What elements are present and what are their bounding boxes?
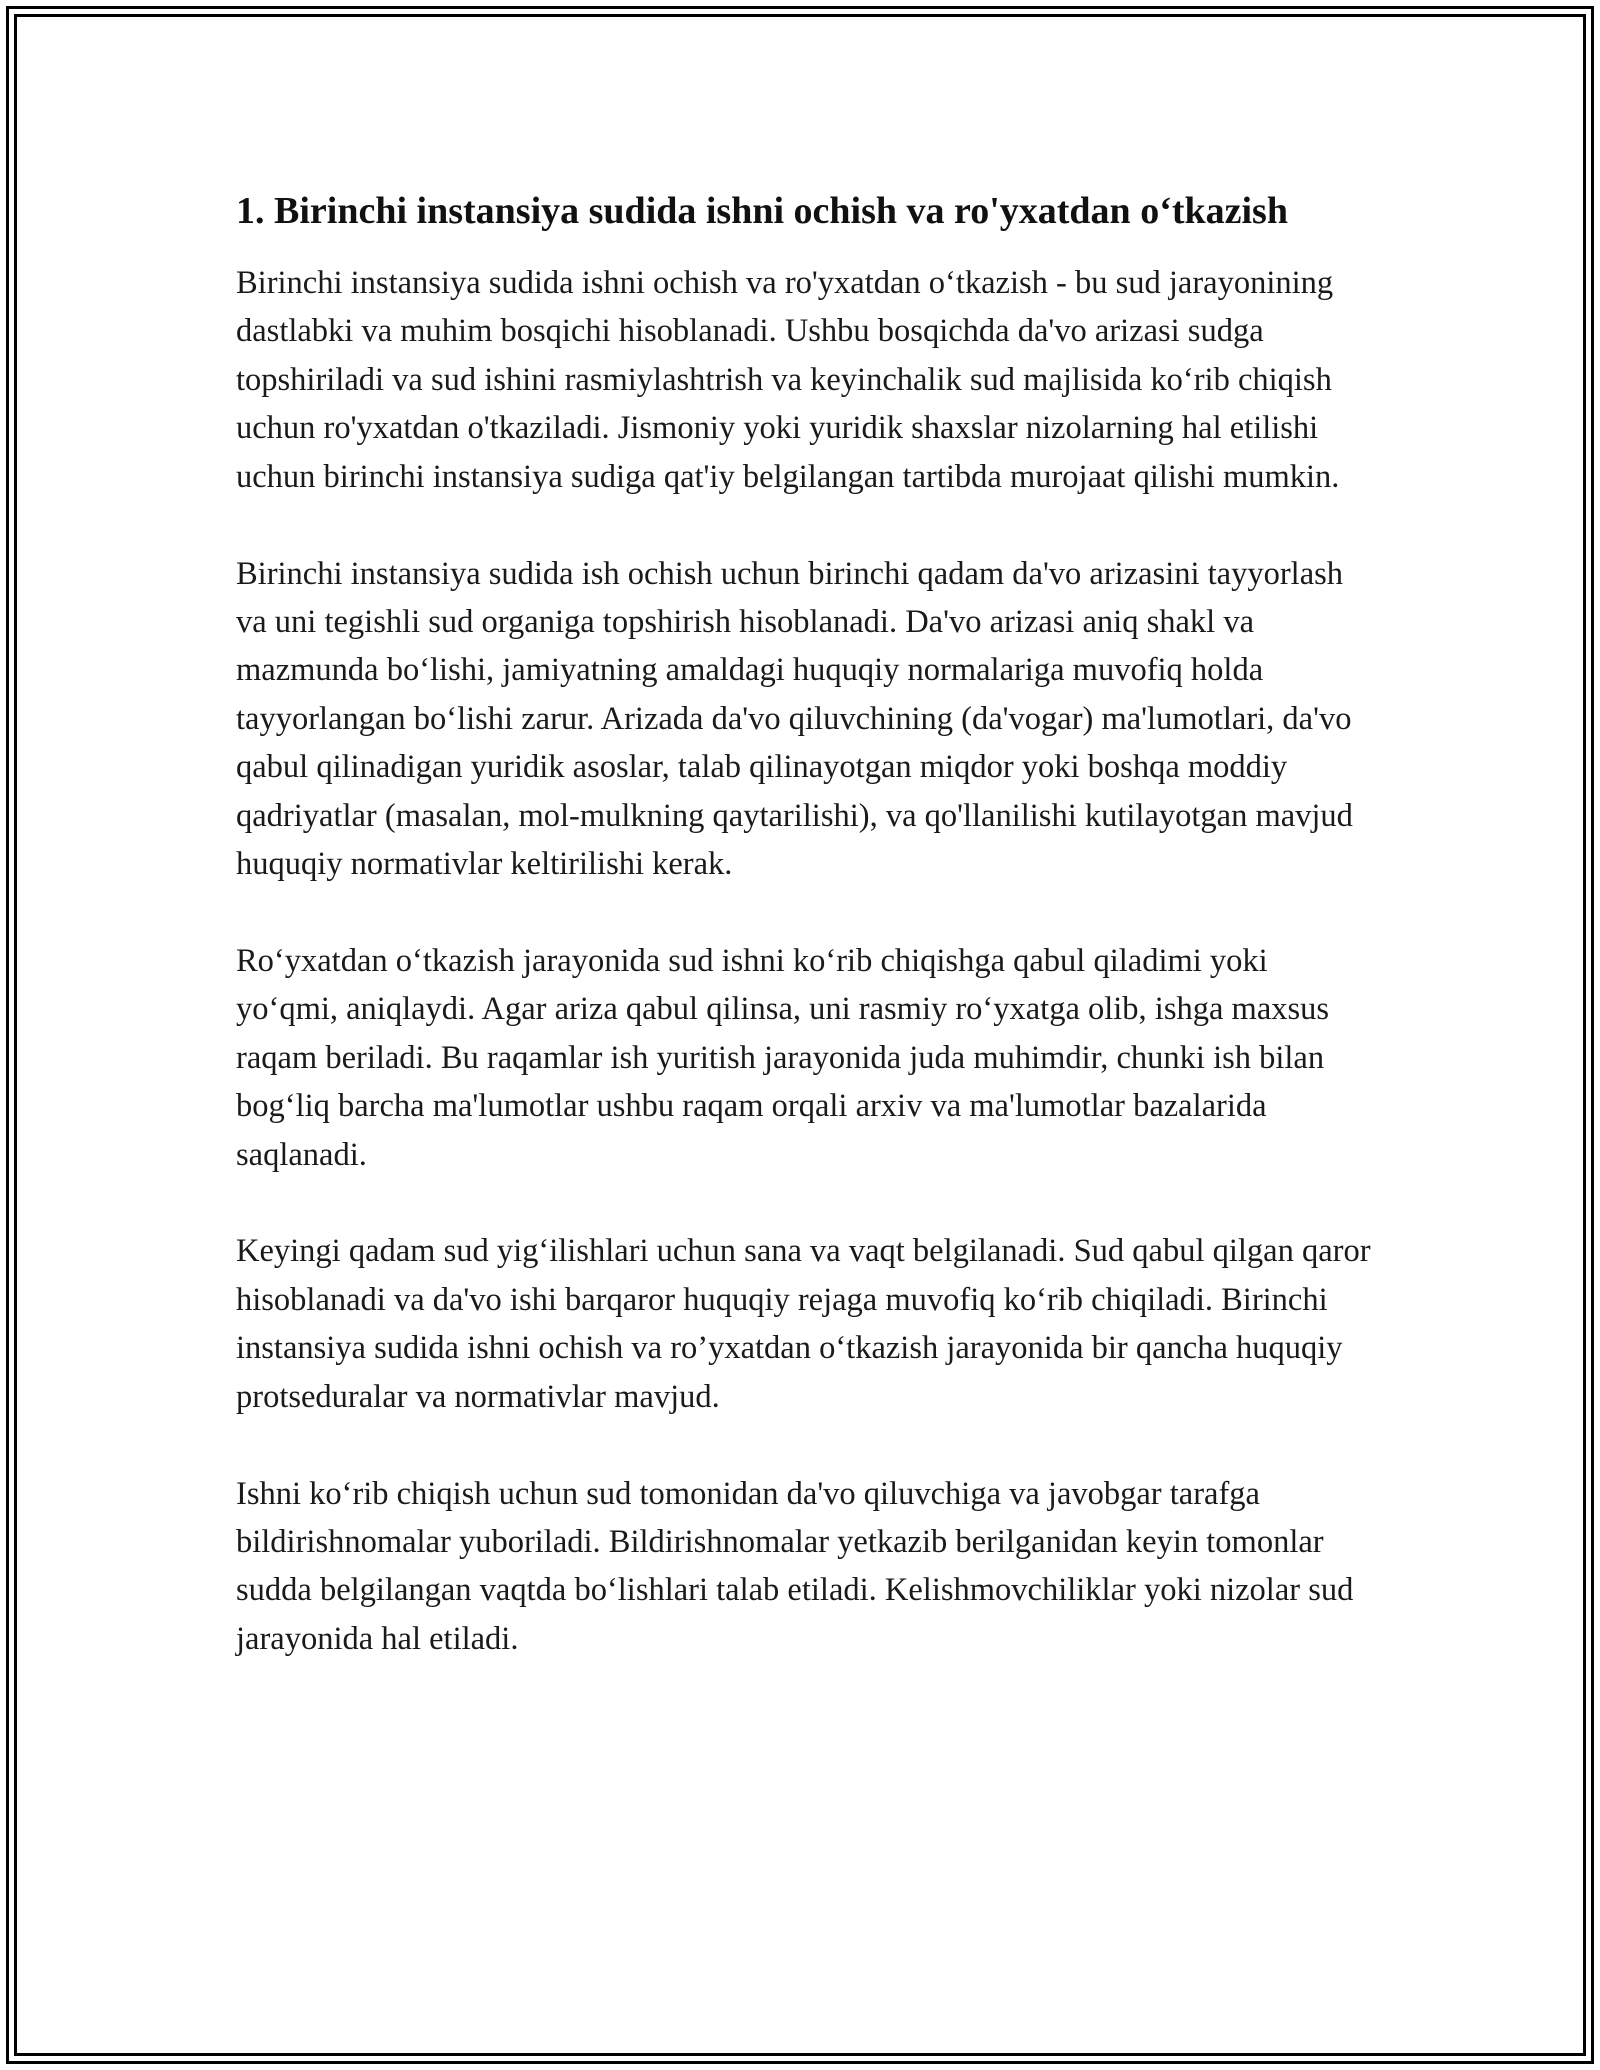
document-body xyxy=(236,184,1376,1712)
paragraph-4: Keyingi qadam sud yig‘ilishlari uchun sana va vaqt belgilanadi. Sud qabul qilgan qaror hisoblanadi va da'vo ishi barqaror huquqiy rejaga muvofiq ko‘rib chiqiladi. Birinchi instansiya sudida ishni ochish va ro’yxatdan o‘tkazish jarayonida bir qancha huquqiy protseduralar va normativlar mavjud. xyxy=(236,1233,1371,1415)
paragraph-5: Ishni ko‘rib chiqish uchun sud tomonidan da'vo qiluvchiga va javobgar tarafga bildirishnomalar yuboriladi. Bildirishnomalar yetkazib berilganidan keyin tomonlar sudda belgilangan vaqtda bo‘lishlari talab etiladi. Kelishmovchiliklar yoki nizolar sud jarayonida hal etiladi. xyxy=(236,1475,1354,1657)
paragraph-2: Birinchi instansiya sudida ish ochish uchun birinchi qadam da'vo arizasini tayyorlash va uni tegishli sud organiga topshirish hisoblanadi. Da'vo arizasi aniq shakl va mazmunda bo‘lishi, jamiyatning amaldagi huquqiy normalariga muvofiq holda tayyorlangan bo‘lishi zarur. Arizada da'vo qiluvchining (da'vogar) ma'lumotlari, da'vo qabul qilinadigan yuridik asoslar, talab qilinayotgan miqdor yoki boshqa moddiy qadriyatlar (masalan, mol-mulkning qaytarilishi), va qo'llanilishi kutilayotgan mavjud huquqiy normativlar keltirilishi kerak. xyxy=(236,555,1353,882)
paragraph-1: Birinchi instansiya sudida ishni ochish va ro'yxatdan o‘tkazish - bu sud jarayonining dastlabki va muhim bosqichi hisoblanadi. Ushbu bosqichda da'vo arizasi sudga topshiriladi va sud ishini rasmiylashtrish va keyinchalik sud majlisida ko‘rib chiqish uchun ro'yxatdan o'tkaziladi. Jismoniy yoki yuridik shaxslar nizolarning hal etilishi uchun birinchi instansiya sudiga qat'iy belgilangan tartibda murojaat qilishi mumkin. xyxy=(236,265,1340,495)
paragraph-3: Ro‘yxatdan o‘tkazish jarayonida sud ishni ko‘rib chiqishga qabul qiladimi yoki yo‘qmi, aniqlaydi. Agar ariza qabul qilinsa, uni rasmiy ro‘yxatga olib, ishga maxsus raqam beriladi. Bu raqamlar ish yuritish jarayonida juda muhimdir, chunki ish bilan bog‘liq barcha ma'lumotlar ushbu raqam orqali arxiv va ma'lumotlar bazalarida saqlanadi. xyxy=(236,942,1330,1173)
section-heading: 1. Birinchi instansiya sudida ishni ochish va ro'yxatdan o‘tkazish xyxy=(236,190,1288,232)
